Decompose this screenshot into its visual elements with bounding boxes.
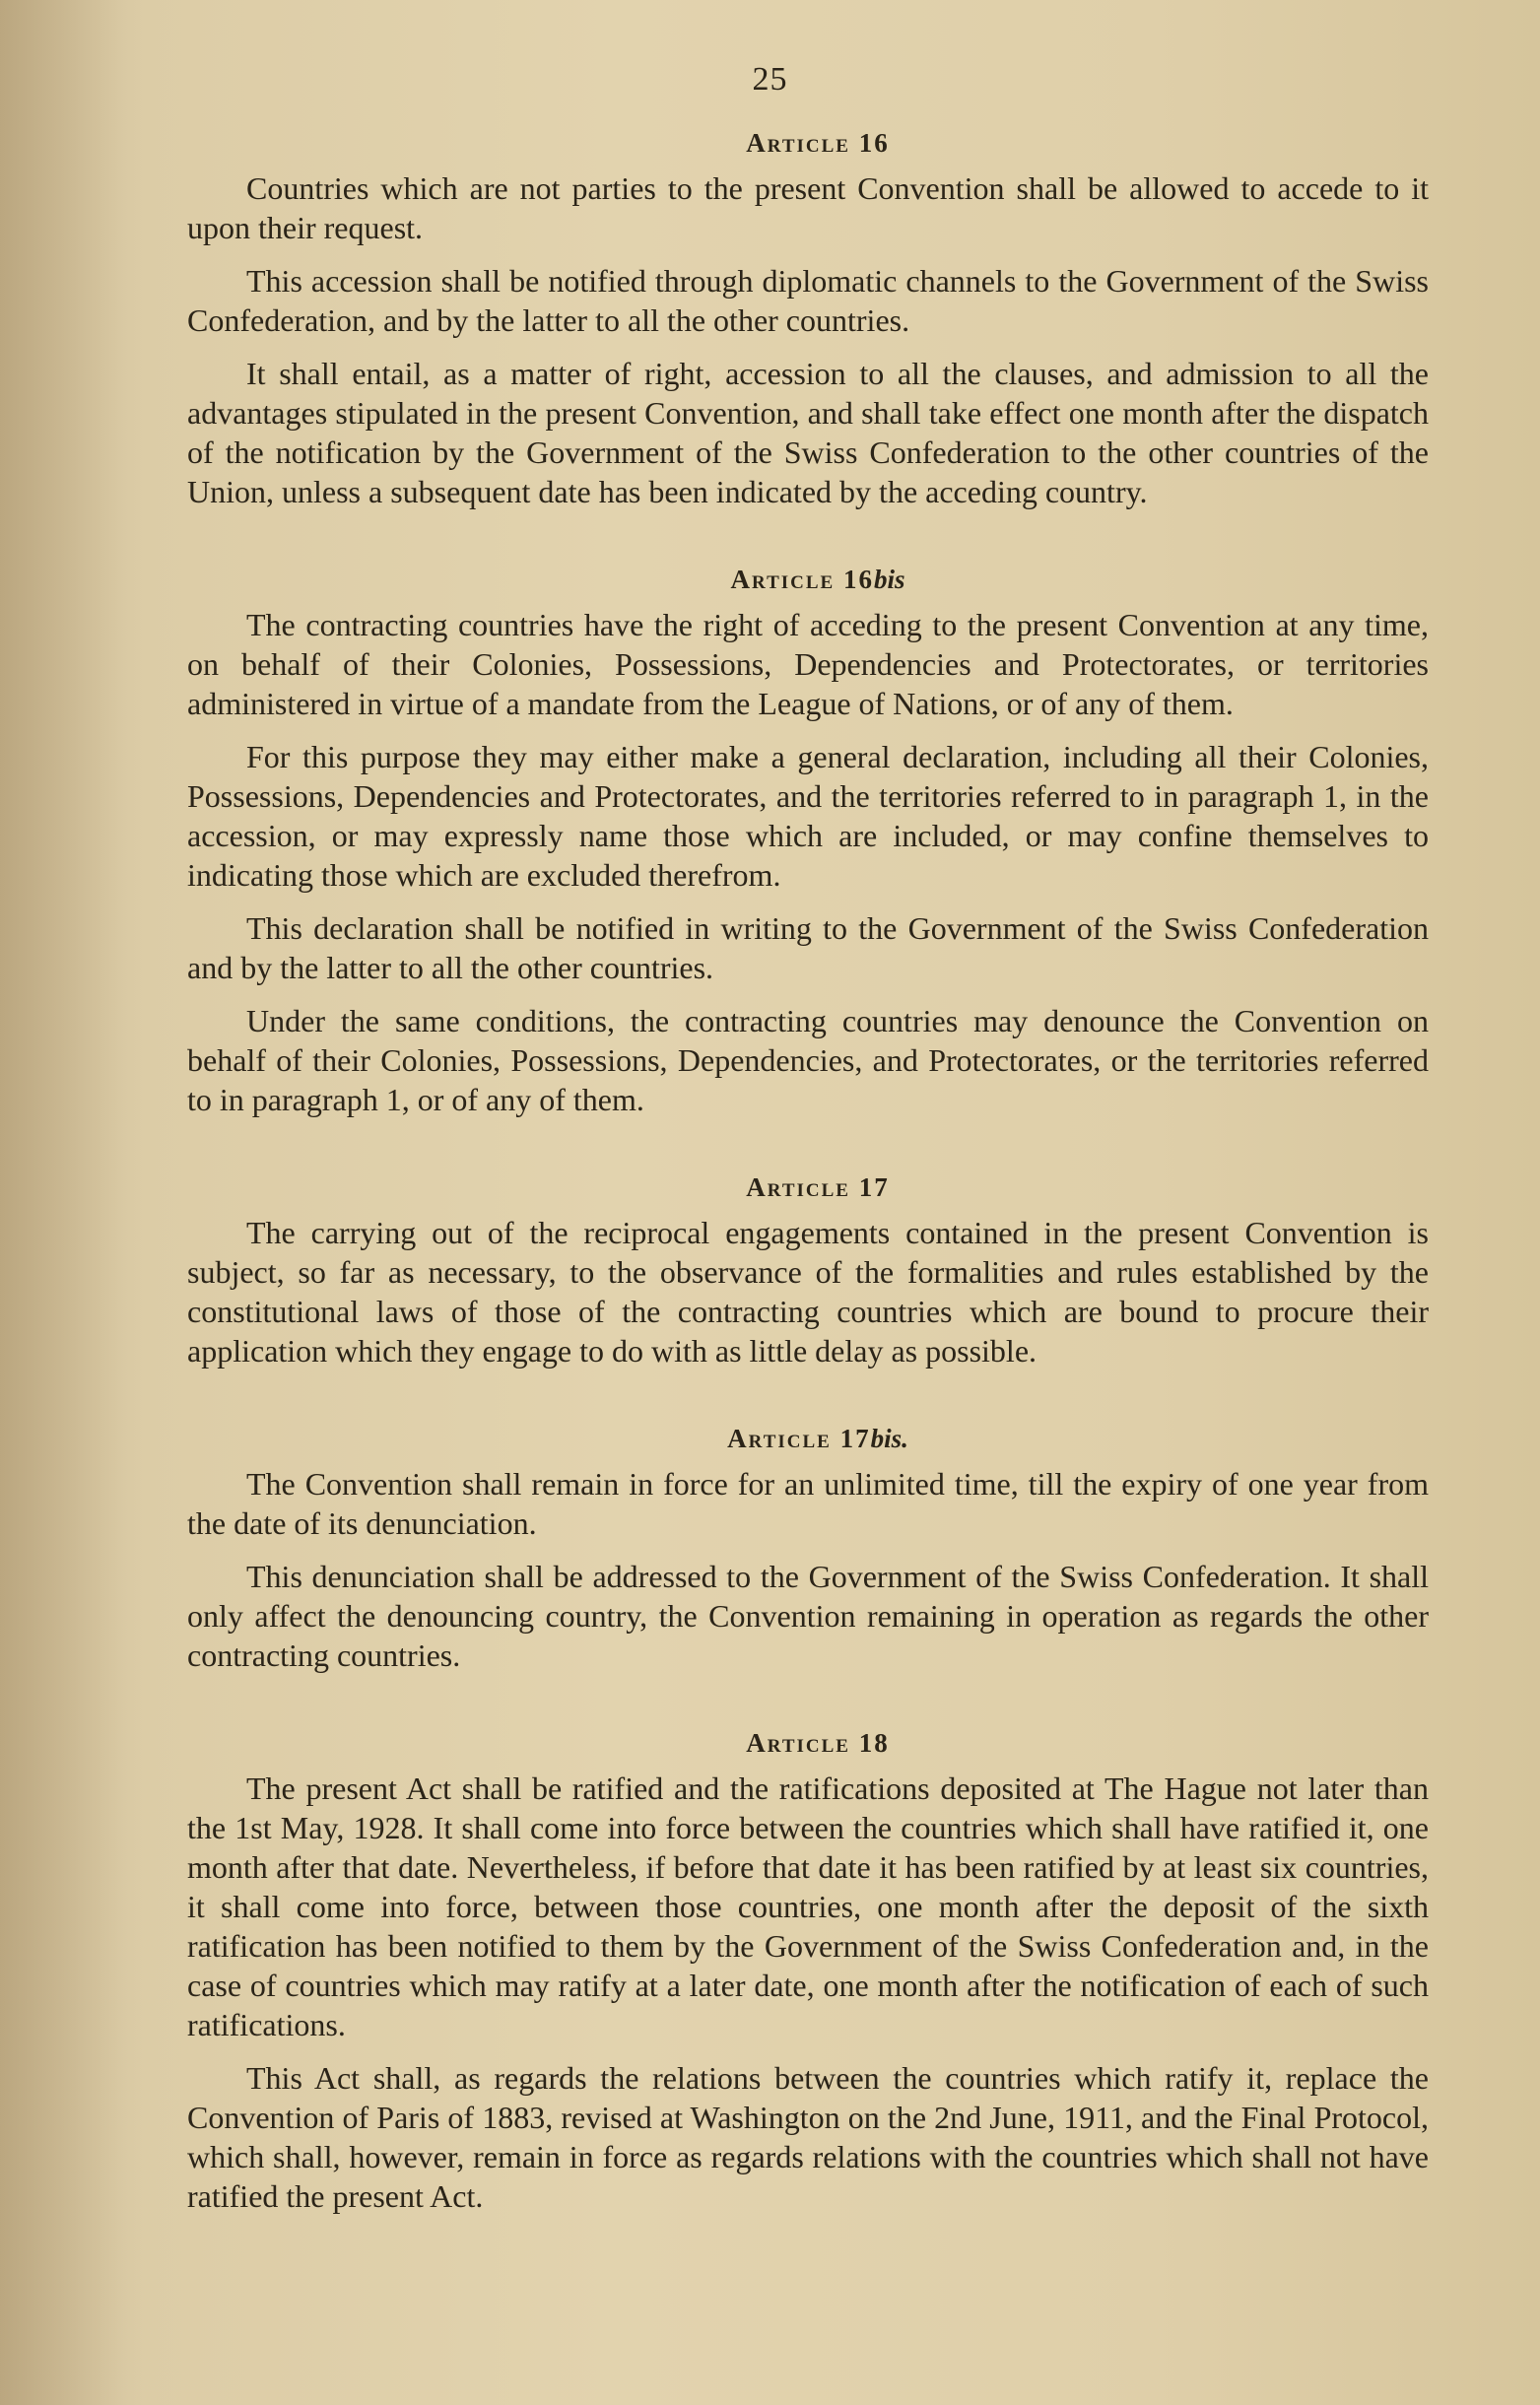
article-paragraph: For this purpose they may either make a general declaration, including all their Colonies, Possessions, Dependencies and Protectorates, and the territories referred to in paragraph 1, in the accession, or may expressly name those which are included, or may confine themselves to indicating those which are excluded therefrom. — [187, 739, 1429, 893]
article-paragraph: This denunciation shall be addressed to the Government of the Swiss Confederation. It shall only affect the denouncing country, the Convention remaining in operation as regards the other contracting countries. — [187, 1559, 1429, 1673]
article-16 — [148, 128, 1429, 511]
article-paragraph: Countries which are not parties to the present Convention shall be allowed to accede to it upon their request. — [187, 170, 1429, 245]
article-16bis — [148, 565, 1429, 1119]
article-paragraph: The Convention shall remain in force for an unlimited time, till the expiry of one year from the date of its denunciation. — [187, 1466, 1429, 1541]
page-number: 25 — [752, 61, 788, 98]
article-paragraph: This accession shall be notified through diplomatic channels to the Government of the Swiss Confederation, and by the latter to all the other countries. — [187, 263, 1429, 338]
article-heading: Article 17 — [746, 1172, 890, 1202]
article-17 — [148, 1172, 1429, 1370]
article-paragraph: This Act shall, as regards the relations between the countries which ratify it, replace the Convention of Paris of 1883, revised at Washington on the 2nd June, 1911, and the Final Protocol, which shall, however, remain in force as regards relations with the countries which shall not have ratified the present Act. — [187, 2060, 1429, 2214]
article-heading: Article 17bis. — [727, 1424, 908, 1453]
articles-container — [148, 128, 1429, 2269]
article-paragraph: The contracting countries have the right of acceding to the present Convention at any time, on behalf of their Colonies, Possessions, Dependencies and Protectorates, or territories administered in virtue of a mandate from the League of Nations, or of any of them. — [187, 607, 1429, 721]
article-paragraph: The present Act shall be ratified and the ratifications deposited at The Hague not later than the 1st May, 1928. It shall come into force between the countries which shall have ratified it, one month after that date. Nevertheless, if before that date it has been ratified by at least six countries, it shall come into force, between those countries, one month after the deposit of the sixth ratification has been notified to them by the Government of the Swiss Confederation and, in the case of countries which may ratify at a later date, one month after the notification of each of such ratifications. — [187, 1770, 1429, 2042]
article-17bis — [148, 1424, 1429, 1675]
facing-page-bleed — [0, 0, 148, 2405]
article-paragraph: The carrying out of the reciprocal engagements contained in the present Convention is subject, so far as necessary, to the observance of the formalities and rules established by the constitutional laws of those of the contracting countries which are bound to procure their application which they engage to do with as little delay as possible. — [187, 1215, 1429, 1369]
article-paragraph: Under the same conditions, the contracting countries may denounce the Convention on behalf of their Colonies, Possessions, Dependencies, and Protectorates, or the territories referred to in paragraph 1, or of any of them. — [187, 1003, 1429, 1117]
article-heading: Article 16bis — [730, 565, 905, 594]
article-paragraph: It shall entail, as a matter of right, accession to all the clauses, and admission to all the advantages stipulated in the present Convention, and shall take effect one month after the dispatch of the notification by the Government of the Swiss Confederation to the other countries of the Union, unless a subsequent date has been indicated by the acceding country. — [187, 356, 1429, 509]
article-heading: Article 18 — [746, 1728, 890, 1758]
article-paragraph: This declaration shall be notified in writing to the Government of the Swiss Confederation and by the latter to all the other countries. — [187, 910, 1429, 985]
article-18 — [148, 1728, 1429, 2216]
article-heading: Article 16 — [746, 128, 890, 158]
